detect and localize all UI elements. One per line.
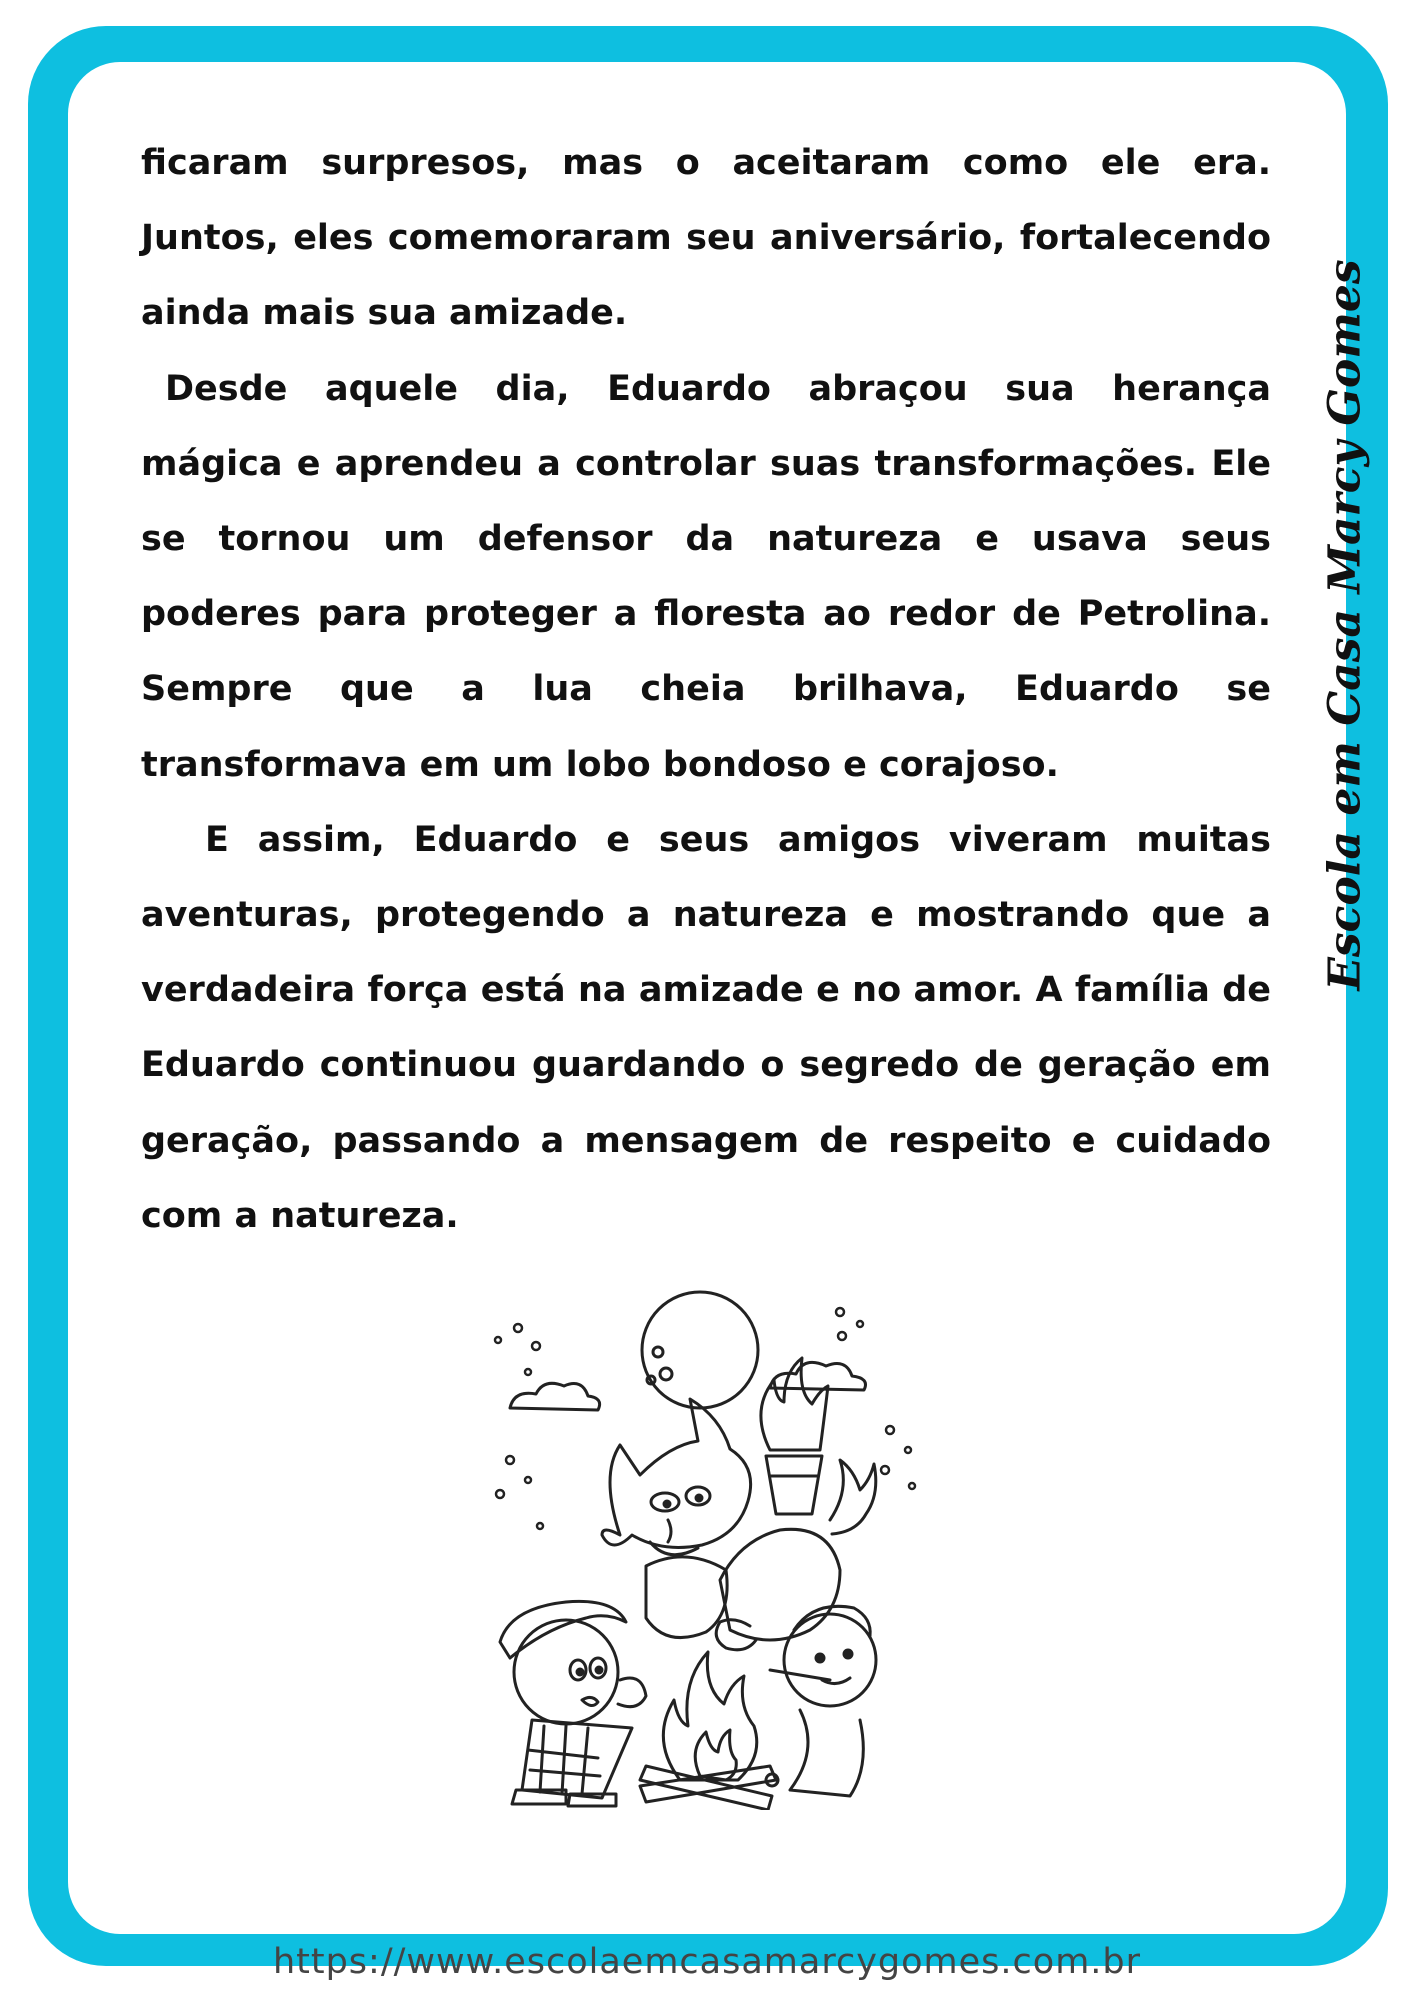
star-dots: [495, 1308, 915, 1529]
story-paragraph-1: ficaram surpresos, mas o aceitaram como ele era. Juntos, eles comemoraram seu aniversário, fortalecendo ainda mais sua amizade.: [141, 143, 1271, 334]
campfire-illustration: [470, 1280, 950, 1810]
website-url[interactable]: https://www.escolaemcasamarcygomes.com.br: [272, 1942, 1142, 1982]
story-paragraph-2: Desde aquele dia, Eduardo abraçou sua herança mágica e aprendeu a controlar suas transformações. Ele se tornou um defensor da natureza e usava seus poderes para proteger a floresta ao redor de Petrolina. Sempre que a lua cheia brilhava, Eduardo se transformava em um lobo bondoso e corajoso.: [141, 368, 1271, 785]
story-text: [141, 126, 1271, 1254]
campfire-icon: [640, 1652, 778, 1810]
boy-character: [500, 1601, 646, 1806]
lion-character: [716, 1460, 876, 1796]
side-brand-text: Escola em Casa Marcy Gomes: [1319, 259, 1371, 991]
wolf-character: [602, 1399, 751, 1638]
moon-icon: [642, 1292, 758, 1408]
story-paragraph-3: E assim, Eduardo e seus amigos viveram muitas aventuras, protegendo a natureza e mostrando que a verdadeira força está na amizade e no amor. A família de Eduardo continuou guardando o segredo de geração em geração, passando a mensagem de respeito e cuidado com a natureza.: [141, 819, 1271, 1236]
